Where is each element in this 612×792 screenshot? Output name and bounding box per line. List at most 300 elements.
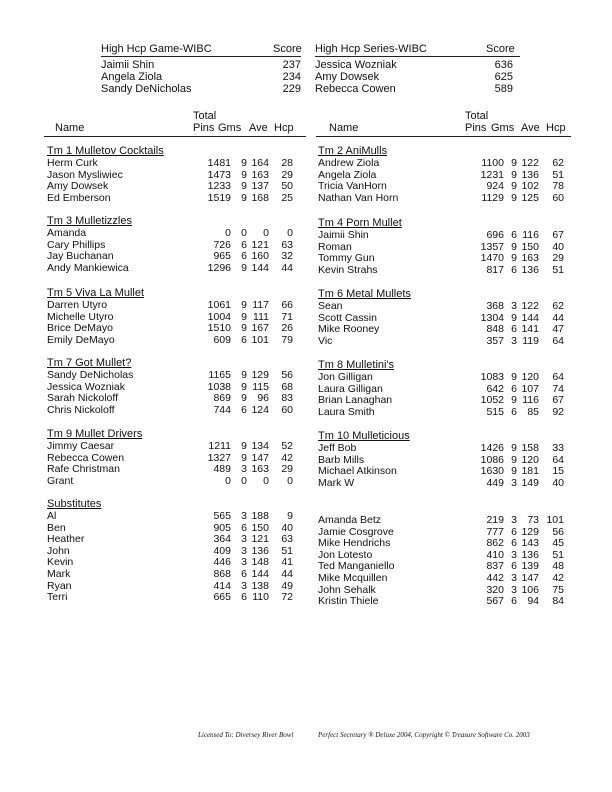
player-handicap: 25 — [281, 191, 293, 204]
player-row — [318, 229, 568, 241]
player-handicap: 0 — [287, 227, 293, 239]
player-handicap: 45 — [552, 537, 564, 550]
player-handicap: 52 — [281, 440, 293, 452]
player-average: 122 — [521, 300, 539, 312]
player-name: Emily DeMayo — [47, 333, 115, 346]
player-handicap: 63 — [281, 533, 293, 546]
player-name: Amy Dowsek — [47, 180, 109, 193]
high-series-title: High Hcp Series-WIBC — [315, 43, 427, 55]
player-average: 144 — [251, 568, 269, 580]
right-column-header — [316, 110, 571, 140]
player-games: 6 — [241, 238, 247, 251]
player-average: 181 — [521, 465, 539, 478]
player-pins: 368 — [486, 300, 504, 312]
player-row — [47, 239, 299, 251]
player-average: 144 — [251, 261, 269, 274]
player-pins: 965 — [213, 250, 231, 263]
player-games: 6 — [511, 595, 517, 608]
player-pins: 665 — [213, 591, 231, 604]
player-row — [318, 252, 568, 264]
player-row — [47, 299, 299, 311]
player-name: Brian Lanaghan — [318, 394, 393, 407]
player-games: 9 — [511, 168, 517, 181]
player-games: 3 — [241, 544, 247, 557]
player-name: Darren Utyro — [47, 299, 108, 311]
player-games: 9 — [511, 157, 517, 169]
col-hcp-label: Hcp — [274, 122, 294, 134]
high-series-score-label: Score — [486, 43, 515, 55]
player-pins: 1304 — [480, 311, 504, 324]
player-name: Terri — [47, 591, 68, 604]
player-handicap: 44 — [552, 311, 564, 324]
player-average: 144 — [521, 311, 539, 324]
player-games: 9 — [511, 191, 517, 204]
player-games: 9 — [511, 465, 517, 478]
player-pins: 862 — [486, 537, 504, 550]
player-handicap: 51 — [281, 544, 293, 557]
player-name: Laura Smith — [318, 405, 375, 418]
player-games: 9 — [241, 310, 247, 323]
team-title: Tm 2 AniMulls — [318, 145, 388, 157]
player-games: 0 — [241, 227, 247, 239]
player-games: 6 — [511, 263, 517, 276]
player-average: 129 — [521, 525, 539, 538]
player-games: 3 — [511, 548, 517, 561]
player-games: 6 — [241, 521, 247, 534]
player-row — [47, 192, 299, 204]
player-average: 143 — [521, 537, 539, 550]
player-games: 9 — [241, 191, 247, 204]
player-handicap: 92 — [552, 405, 564, 418]
player-pins: 1327 — [207, 451, 231, 464]
player-pins: 449 — [486, 476, 504, 489]
player-handicap: 68 — [281, 380, 293, 393]
player-row — [318, 514, 568, 526]
player-pins: 364 — [213, 533, 231, 546]
player-games: 3 — [241, 463, 247, 476]
player-handicap: 63 — [281, 238, 293, 251]
player-pins: 320 — [486, 583, 504, 596]
player-games: 9 — [511, 453, 517, 466]
player-games: 9 — [511, 252, 517, 265]
player-pins: 696 — [486, 229, 504, 241]
player-pins: 1231 — [480, 168, 504, 181]
player-pins: 868 — [213, 568, 231, 580]
player-average: 136 — [521, 263, 539, 276]
player-handicap: 15 — [552, 465, 564, 478]
player-games: 6 — [511, 323, 517, 336]
player-row — [47, 545, 299, 557]
player-handicap: 64 — [552, 371, 564, 383]
player-row — [47, 262, 299, 274]
player-pins: 567 — [486, 595, 504, 608]
player-handicap: 56 — [552, 525, 564, 538]
player-pins: 1510 — [207, 322, 231, 335]
player-games: 9 — [241, 168, 247, 181]
player-name: Tommy Gun — [318, 252, 375, 265]
player-name: Ryan — [47, 579, 72, 592]
player-average: 73 — [527, 514, 539, 526]
player-name: Jimmy Caesar — [47, 440, 115, 452]
player-games: 9 — [511, 311, 517, 324]
player-row — [318, 584, 568, 596]
player-row — [318, 323, 568, 335]
player-average: 125 — [521, 191, 539, 204]
player-name: Kristin Thiele — [318, 595, 379, 608]
player-row — [318, 442, 568, 454]
player-games: 9 — [241, 322, 247, 335]
player-row — [47, 404, 299, 416]
team-title: Tm 8 Mulletini's — [318, 359, 395, 371]
high-game-score-label: Score — [273, 43, 302, 55]
player-games: 6 — [511, 525, 517, 538]
player-name: Jessica Wozniak — [47, 380, 126, 393]
player-average: 158 — [521, 442, 539, 454]
player-handicap: 60 — [552, 191, 564, 204]
player-name: Mike Mcquillen — [318, 572, 388, 584]
player-row — [318, 560, 568, 572]
player-name: Amanda Betz — [318, 514, 382, 526]
player-row — [318, 312, 568, 324]
player-handicap: 83 — [281, 392, 293, 405]
player-average: 147 — [251, 451, 269, 464]
player-pins: 219 — [486, 514, 504, 526]
player-pins: 1357 — [480, 240, 504, 253]
player-name: Andrew Ziola — [318, 157, 380, 169]
player-name: John Sehalk — [318, 583, 376, 596]
player-row — [318, 264, 568, 276]
team-title: Tm 7 Got Mullet? — [47, 357, 132, 369]
player-handicap: 42 — [552, 572, 564, 584]
team-title: Tm 1 Mulletov Cocktails — [47, 145, 164, 157]
player-name: Amanda — [47, 227, 87, 239]
player-games: 9 — [241, 157, 247, 169]
col-pins-label: Pins — [465, 122, 487, 134]
player-games: 6 — [511, 382, 517, 395]
player-average: 96 — [257, 392, 269, 405]
player-pins: 1165 — [208, 369, 231, 381]
player-row — [318, 241, 568, 253]
player-handicap: 41 — [281, 556, 293, 569]
player-average: 164 — [251, 157, 269, 169]
team-title: Tm 5 Viva La Mullet — [47, 287, 145, 299]
player-games: 9 — [511, 240, 517, 253]
player-name: Herm Curk — [47, 157, 98, 169]
player-pins: 1481 — [207, 157, 231, 169]
player-row — [47, 440, 299, 452]
player-row — [47, 369, 299, 381]
player-average: 107 — [521, 382, 539, 395]
player-row — [318, 169, 568, 181]
player-average: 188 — [251, 510, 269, 522]
player-handicap: 56 — [281, 369, 293, 381]
player-handicap: 32 — [281, 250, 293, 263]
col-total-label: Total — [465, 110, 489, 122]
player-pins: 515 — [486, 405, 504, 418]
player-games: 9 — [241, 369, 247, 381]
player-row — [318, 537, 568, 549]
player-average: 160 — [251, 250, 269, 263]
col-total-label: Total — [193, 110, 217, 122]
player-row — [47, 556, 299, 568]
col-name-label: Name — [329, 122, 359, 134]
player-games: 6 — [511, 537, 517, 550]
player-row — [318, 595, 568, 607]
player-row — [318, 549, 568, 561]
player-row — [47, 381, 299, 393]
player-pins: 1630 — [480, 465, 504, 478]
player-name: Heather — [47, 533, 85, 546]
player-name: Chris Nickoloff — [47, 403, 115, 416]
player-pins: 1100 — [481, 157, 504, 169]
player-pins: 777 — [486, 525, 504, 538]
player-average: 163 — [251, 168, 269, 181]
player-name: Kevin Strahs — [318, 263, 378, 276]
player-name: Sarah Nickoloff — [47, 392, 119, 405]
player-name: Cary Phillips — [47, 238, 106, 251]
player-name: Vic — [318, 334, 333, 347]
player-row — [318, 192, 568, 204]
left-header-rule — [44, 136, 306, 137]
player-pins: 1470 — [480, 252, 504, 265]
player-row — [47, 522, 299, 534]
player-row — [318, 371, 568, 383]
player-row — [318, 300, 568, 312]
player-row — [318, 157, 568, 169]
player-games: 6 — [241, 250, 247, 263]
player-handicap: 62 — [552, 157, 564, 169]
player-average: 122 — [521, 157, 539, 169]
player-handicap: 72 — [281, 591, 293, 604]
player-handicap: 66 — [281, 299, 293, 311]
player-row — [47, 169, 299, 181]
player-games: 3 — [241, 556, 247, 569]
player-average: 101 — [251, 333, 269, 346]
right-header-rule — [316, 136, 571, 137]
player-row — [47, 392, 299, 404]
player-average: 116 — [522, 394, 539, 407]
player-pins: 609 — [213, 333, 231, 346]
player-average: 117 — [252, 299, 269, 311]
player-pins: 924 — [486, 180, 504, 193]
player-pins: 565 — [213, 510, 231, 522]
col-name-label: Name — [55, 122, 85, 134]
player-games: 9 — [241, 261, 247, 274]
player-games: 9 — [511, 180, 517, 193]
player-handicap: 62 — [552, 300, 564, 312]
player-row — [47, 580, 299, 592]
player-handicap: 40 — [552, 476, 564, 489]
player-pins: 446 — [213, 556, 231, 569]
player-pins: 0 — [225, 474, 231, 487]
player-row — [318, 335, 568, 347]
player-pins: 1426 — [480, 442, 504, 454]
player-average: 141 — [521, 323, 539, 336]
player-name: Roman — [318, 240, 352, 253]
player-handicap: 49 — [281, 579, 293, 592]
player-row — [47, 311, 299, 323]
footer-software: Perfect Secretary ® Deluxe 2004, Copyright © Treasure Software Co. 2003 — [318, 731, 530, 739]
player-row — [47, 227, 299, 239]
high-series-section: High Hcp Series-WIBC Score Jessica Wozniak 636 Amy Dowsek 625 Rebecca Cowen 589 — [315, 43, 520, 95]
player-name: Andy Mankiewica — [47, 261, 129, 274]
player-pins: 1211 — [208, 440, 231, 452]
player-average: 119 — [522, 334, 539, 347]
player-average: 147 — [521, 572, 539, 584]
player-handicap: 26 — [281, 322, 293, 335]
player-pins: 1519 — [207, 191, 231, 204]
player-handicap: 67 — [552, 229, 564, 241]
player-pins: 848 — [486, 323, 504, 336]
player-handicap: 78 — [552, 180, 564, 193]
player-average: 163 — [251, 463, 269, 476]
player-average: 116 — [522, 229, 539, 241]
player-games: 3 — [241, 579, 247, 592]
player-row — [318, 465, 568, 477]
player-row — [47, 591, 299, 603]
player-name: Mike Rooney — [318, 323, 380, 336]
player-games: 6 — [511, 560, 517, 573]
player-average: 0 — [263, 227, 269, 239]
player-name: Ed Emberson — [47, 191, 111, 204]
player-handicap: 60 — [281, 403, 293, 416]
player-name: Jon Gilligan — [318, 371, 373, 383]
player-name: Barb Mills — [318, 453, 365, 466]
player-name: Jon Lotesto — [318, 548, 373, 561]
player-pins: 489 — [213, 463, 231, 476]
player-games: 3 — [511, 300, 517, 312]
player-games: 6 — [511, 405, 517, 418]
player-games: 3 — [241, 510, 247, 522]
player-games: 9 — [511, 371, 517, 383]
player-name: Jeff Bob — [318, 442, 357, 454]
player-handicap: 29 — [281, 168, 293, 181]
player-handicap: 79 — [281, 333, 293, 346]
player-games: 6 — [241, 403, 247, 416]
player-average: 110 — [252, 591, 269, 604]
player-row — [318, 477, 568, 489]
player-row — [47, 250, 299, 262]
player-games: 3 — [511, 514, 517, 526]
player-handicap: 44 — [281, 261, 293, 274]
player-games: 6 — [241, 333, 247, 346]
col-hcp-label: Hcp — [546, 122, 566, 134]
player-row — [318, 572, 568, 584]
player-row — [47, 475, 299, 487]
player-average: 138 — [251, 579, 269, 592]
player-games: 3 — [241, 533, 247, 546]
player-pins: 905 — [213, 521, 231, 534]
player-handicap: 51 — [552, 168, 564, 181]
player-row — [47, 452, 299, 464]
footer-licensed: Licensed To: Diversey River Bowl — [198, 731, 294, 739]
player-pins: 642 — [486, 382, 504, 395]
player-row — [318, 454, 568, 466]
player-pins: 409 — [213, 544, 231, 557]
player-name: Jason Mysliwiec — [47, 168, 123, 181]
player-average: 111 — [253, 310, 269, 323]
player-games: 9 — [241, 299, 247, 311]
high-game-title: High Hcp Game-WIBC — [101, 43, 212, 55]
team-title: Tm 6 Metal Mullets — [318, 288, 411, 300]
player-handicap: 47 — [552, 323, 564, 336]
player-average: 106 — [521, 583, 539, 596]
player-handicap: 28 — [281, 157, 293, 169]
player-average: 124 — [251, 403, 269, 416]
player-average: 121 — [251, 238, 269, 251]
player-name: Jay Buchanan — [47, 250, 114, 263]
player-games: 6 — [241, 591, 247, 604]
player-average: 139 — [521, 560, 539, 573]
player-pins: 817 — [486, 263, 504, 276]
player-name: Brice DeMayo — [47, 322, 113, 335]
player-handicap: 33 — [552, 442, 564, 454]
player-pins: 1086 — [480, 453, 504, 466]
player-games: 3 — [511, 572, 517, 584]
player-games: 9 — [511, 442, 517, 454]
player-name: Grant — [47, 474, 74, 487]
player-pins: 869 — [213, 392, 231, 405]
player-handicap: 40 — [281, 521, 293, 534]
high-game-rule — [101, 56, 301, 57]
player-games: 0 — [241, 474, 247, 487]
player-handicap: 48 — [552, 560, 564, 573]
player-name: Mark — [47, 568, 71, 580]
player-average: 121 — [251, 533, 269, 546]
player-row — [47, 334, 299, 346]
player-name: Rafe Christman — [47, 463, 120, 476]
player-games: 3 — [511, 583, 517, 596]
player-games: 9 — [241, 380, 247, 393]
player-name: Sean — [318, 300, 343, 312]
player-average: 0 — [263, 474, 269, 487]
player-handicap: 84 — [552, 595, 564, 608]
player-average: 163 — [521, 252, 539, 265]
player-row — [47, 322, 299, 334]
player-pins: 744 — [213, 403, 231, 416]
player-name: Scott Cassin — [318, 311, 377, 324]
col-gms-label: Gms — [491, 122, 515, 134]
player-pins: 1233 — [207, 180, 231, 193]
player-handicap: 51 — [552, 263, 564, 276]
player-handicap: 50 — [281, 180, 293, 193]
player-name: Tricia VanHorn — [318, 180, 387, 193]
player-pins: 1129 — [481, 191, 504, 204]
player-average: 129 — [251, 369, 269, 381]
player-name: Mike Hendrichs — [318, 537, 391, 550]
player-average: 149 — [521, 476, 539, 489]
player-handicap: 29 — [552, 252, 564, 265]
player-games: 6 — [511, 229, 517, 241]
player-handicap: 74 — [552, 382, 564, 395]
col-pins-label: Pins — [193, 122, 215, 134]
player-pins: 357 — [486, 334, 504, 347]
player-name: Ben — [47, 521, 66, 534]
col-ave-label: Ave — [249, 122, 268, 134]
player-pins: 1473 — [207, 168, 231, 181]
player-games: 3 — [511, 476, 517, 489]
player-name: Al — [47, 510, 57, 522]
player-games: 9 — [241, 451, 247, 464]
col-gms-label: Gms — [218, 122, 242, 134]
player-name: Rebecca Cowen — [47, 451, 125, 464]
player-name: Kevin — [47, 556, 74, 569]
player-handicap: 101 — [546, 514, 564, 526]
player-average: 168 — [251, 191, 269, 204]
player-handicap: 29 — [281, 463, 293, 476]
player-average: 167 — [251, 322, 269, 335]
player-pins: 410 — [486, 548, 504, 561]
